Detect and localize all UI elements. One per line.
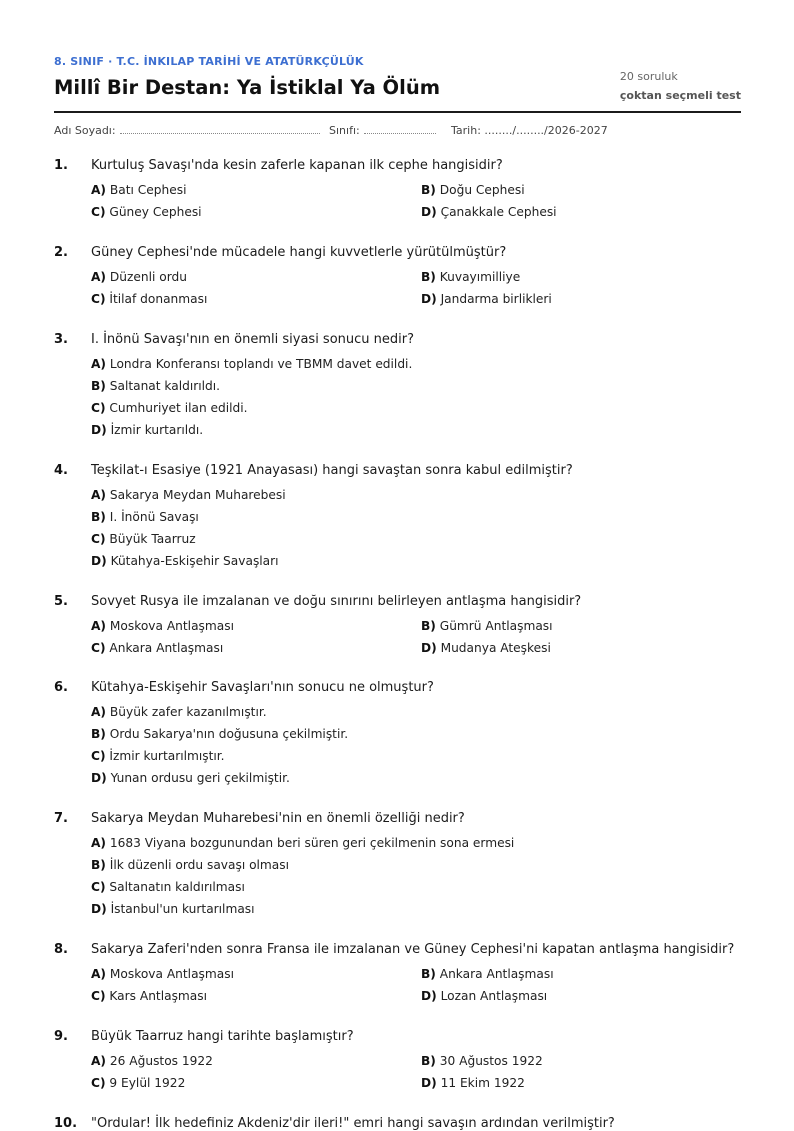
option-key: D): [421, 641, 437, 655]
option-text: Sakarya Meydan Muharebesi: [109, 488, 286, 502]
date-field[interactable]: [451, 124, 608, 137]
test-type: çoktan seçmeli test: [619, 89, 741, 102]
option-text: İlk düzenli ordu savaşı olması: [109, 858, 290, 872]
option-key: B): [421, 619, 436, 633]
option-text: Kars Antlaşması: [109, 989, 207, 1003]
option-key: C): [91, 989, 106, 1003]
option-b[interactable]: [421, 1054, 543, 1068]
option-key: B): [91, 858, 106, 872]
option-d[interactable]: [421, 989, 547, 1003]
option-key: B): [421, 1054, 436, 1068]
option-c[interactable]: [91, 749, 225, 763]
name-blank: [120, 124, 320, 134]
option-b[interactable]: [91, 858, 289, 872]
option-text: Gümrü Antlaşması: [439, 619, 553, 633]
option-text: Jandarma birlikleri: [440, 292, 552, 306]
option-text: Lozan Antlaşması: [440, 989, 548, 1003]
question-number: 5.: [54, 594, 68, 609]
name-label: Adı Soyadı:: [54, 124, 116, 137]
question-number: 4.: [54, 463, 68, 478]
date-value: ......../......../2026-2027: [484, 124, 608, 137]
option-text: 9 Eylül 1922: [109, 1076, 186, 1090]
option-a[interactable]: [91, 967, 234, 981]
option-key: A): [91, 270, 107, 284]
question-number: 8.: [54, 942, 68, 957]
option-c[interactable]: [91, 401, 248, 415]
option-b[interactable]: [421, 967, 554, 981]
question-text: Sakarya Zaferi'nden sonra Fransa ile imzalanan ve Güney Cephesi'ni kapatan antlaşma hangisidir?: [91, 942, 735, 957]
class-label: Sınıfı:: [329, 124, 360, 137]
option-key: A): [91, 488, 107, 502]
option-a[interactable]: [91, 357, 412, 371]
option-d[interactable]: [421, 1076, 525, 1090]
option-c[interactable]: [91, 532, 196, 546]
option-key: D): [421, 1076, 437, 1090]
option-d[interactable]: [421, 641, 551, 655]
option-a[interactable]: [91, 270, 187, 284]
option-key: A): [91, 836, 107, 850]
option-text: Cumhuriyet ilan edildi.: [109, 401, 248, 415]
option-a[interactable]: [91, 488, 286, 502]
option-key: B): [421, 270, 436, 284]
option-key: B): [91, 727, 106, 741]
header-divider: [54, 111, 741, 113]
question-number: 3.: [54, 332, 68, 347]
option-text: Saltanatın kaldırılması: [109, 880, 245, 894]
option-key: C): [91, 641, 106, 655]
option-text: Kütahya-Eskişehir Savaşları: [110, 554, 279, 568]
option-text: Kuvayımilliye: [439, 270, 521, 284]
option-text: 26 Ağustos 1922: [109, 1054, 213, 1068]
option-b[interactable]: [421, 270, 520, 284]
option-key: A): [91, 619, 107, 633]
question-number: 9.: [54, 1029, 68, 1044]
option-text: Düzenli ordu: [109, 270, 187, 284]
question-text: Teşkilat-ı Esasiye (1921 Anayasası) hangi savaştan sonra kabul edilmiştir?: [91, 463, 573, 478]
option-a[interactable]: [91, 183, 186, 197]
option-d[interactable]: [91, 554, 279, 568]
option-key: D): [421, 989, 437, 1003]
option-c[interactable]: [91, 292, 207, 306]
option-d[interactable]: [91, 771, 290, 785]
option-d[interactable]: [91, 423, 203, 437]
option-text: İzmir kurtarıldı.: [110, 423, 204, 437]
option-text: Saltanat kaldırıldı.: [109, 379, 221, 393]
option-text: Büyük Taarruz: [109, 532, 196, 546]
option-text: Büyük zafer kazanılmıştır.: [109, 705, 267, 719]
option-a[interactable]: [91, 705, 267, 719]
test-meta: [620, 70, 741, 102]
option-text: Yunan ordusu geri çekilmiştir.: [110, 771, 290, 785]
question-number: 1.: [54, 158, 68, 173]
question-number: 10.: [54, 1116, 78, 1131]
option-a[interactable]: [91, 619, 234, 633]
question-text: Kütahya-Eskişehir Savaşları'nın sonucu ne olmuştur?: [91, 680, 434, 695]
option-text: İzmir kurtarılmıştır.: [109, 749, 225, 763]
option-text: 1683 Viyana bozgunundan beri süren geri çekilmenin sona ermesi: [109, 836, 515, 850]
class-blank: [364, 124, 436, 134]
option-key: C): [91, 292, 106, 306]
question-number: 2.: [54, 245, 68, 260]
option-d[interactable]: [421, 205, 557, 219]
option-a[interactable]: [91, 836, 514, 850]
question-number: 6.: [54, 680, 68, 695]
option-b[interactable]: [91, 510, 199, 524]
question-number: 7.: [54, 811, 68, 826]
option-text: 30 Ağustos 1922: [439, 1054, 543, 1068]
option-text: Ordu Sakarya'nın doğusuna çekilmiştir.: [109, 727, 349, 741]
date-label: Tarih:: [451, 124, 481, 137]
option-key: C): [91, 401, 106, 415]
option-key: B): [91, 510, 106, 524]
option-c[interactable]: [91, 205, 202, 219]
option-c[interactable]: [91, 1076, 185, 1090]
option-key: C): [91, 880, 106, 894]
question-text: Kurtuluş Savaşı'nda kesin zaferle kapanan ilk cephe hangisidir?: [91, 158, 503, 173]
option-text: Moskova Antlaşması: [109, 619, 234, 633]
option-a[interactable]: [91, 1054, 213, 1068]
question-count: 20 soruluk: [619, 70, 678, 83]
question-text: I. İnönü Savaşı'nın en önemli siyasi sonucu nedir?: [91, 332, 415, 347]
option-key: C): [91, 532, 106, 546]
option-key: D): [91, 423, 107, 437]
option-b[interactable]: [421, 183, 525, 197]
option-b[interactable]: [91, 727, 348, 741]
option-key: D): [421, 205, 437, 219]
option-key: C): [91, 1076, 106, 1090]
option-key: D): [421, 292, 437, 306]
name-field[interactable]: [54, 124, 320, 137]
page-title: Millî Bir Destan: Ya İstiklal Ya Ölüm: [54, 76, 441, 99]
option-text: Güney Cephesi: [109, 205, 202, 219]
option-key: C): [91, 205, 106, 219]
option-key: A): [91, 967, 107, 981]
option-c[interactable]: [91, 880, 245, 894]
option-text: İtilaf donanması: [109, 292, 208, 306]
option-key: D): [91, 902, 107, 916]
question-text: Sovyet Rusya ile imzalanan ve doğu sınırını belirleyen antlaşma hangisidir?: [91, 594, 582, 609]
option-key: D): [91, 554, 107, 568]
option-key: B): [421, 183, 436, 197]
option-key: C): [91, 749, 106, 763]
option-d[interactable]: [421, 292, 552, 306]
option-text: Ankara Antlaşması: [439, 967, 554, 981]
question-text: "Ordular! İlk hedefiniz Akdeniz'dir ileri!" emri hangi savaşın ardından verilmiştir?: [91, 1116, 615, 1131]
option-text: İstanbul'un kurtarılması: [110, 902, 255, 916]
option-c[interactable]: [91, 641, 223, 655]
option-text: Londra Konferansı toplandı ve TBMM davet edildi.: [109, 357, 413, 371]
option-key: A): [91, 357, 107, 371]
option-key: A): [91, 183, 107, 197]
option-key: A): [91, 1054, 107, 1068]
option-key: B): [91, 379, 106, 393]
option-key: B): [421, 967, 436, 981]
option-text: Ankara Antlaşması: [109, 641, 224, 655]
option-text: Doğu Cephesi: [439, 183, 525, 197]
option-b[interactable]: [421, 619, 553, 633]
option-text: Batı Cephesi: [109, 183, 187, 197]
option-c[interactable]: [91, 989, 207, 1003]
option-text: I. İnönü Savaşı: [109, 510, 199, 524]
course-kicker: 8. SINIF · T.C. İNKILAP TARİHİ VE ATATÜRKÇÜLÜK: [54, 55, 364, 68]
question-text: Güney Cephesi'nde mücadele hangi kuvvetlerle yürütülmüştür?: [91, 245, 507, 260]
option-text: Çanakkale Cephesi: [440, 205, 557, 219]
option-b[interactable]: [91, 379, 220, 393]
option-text: 11 Ekim 1922: [440, 1076, 525, 1090]
option-d[interactable]: [91, 902, 255, 916]
option-key: A): [91, 705, 107, 719]
class-field[interactable]: [329, 124, 436, 137]
option-text: Moskova Antlaşması: [109, 967, 234, 981]
question-text: Sakarya Meydan Muharebesi'nin en önemli özelliği nedir?: [91, 811, 465, 826]
question-text: Büyük Taarruz hangi tarihte başlamıştır?: [91, 1029, 354, 1044]
option-key: D): [91, 771, 107, 785]
option-text: Mudanya Ateşkesi: [440, 641, 551, 655]
